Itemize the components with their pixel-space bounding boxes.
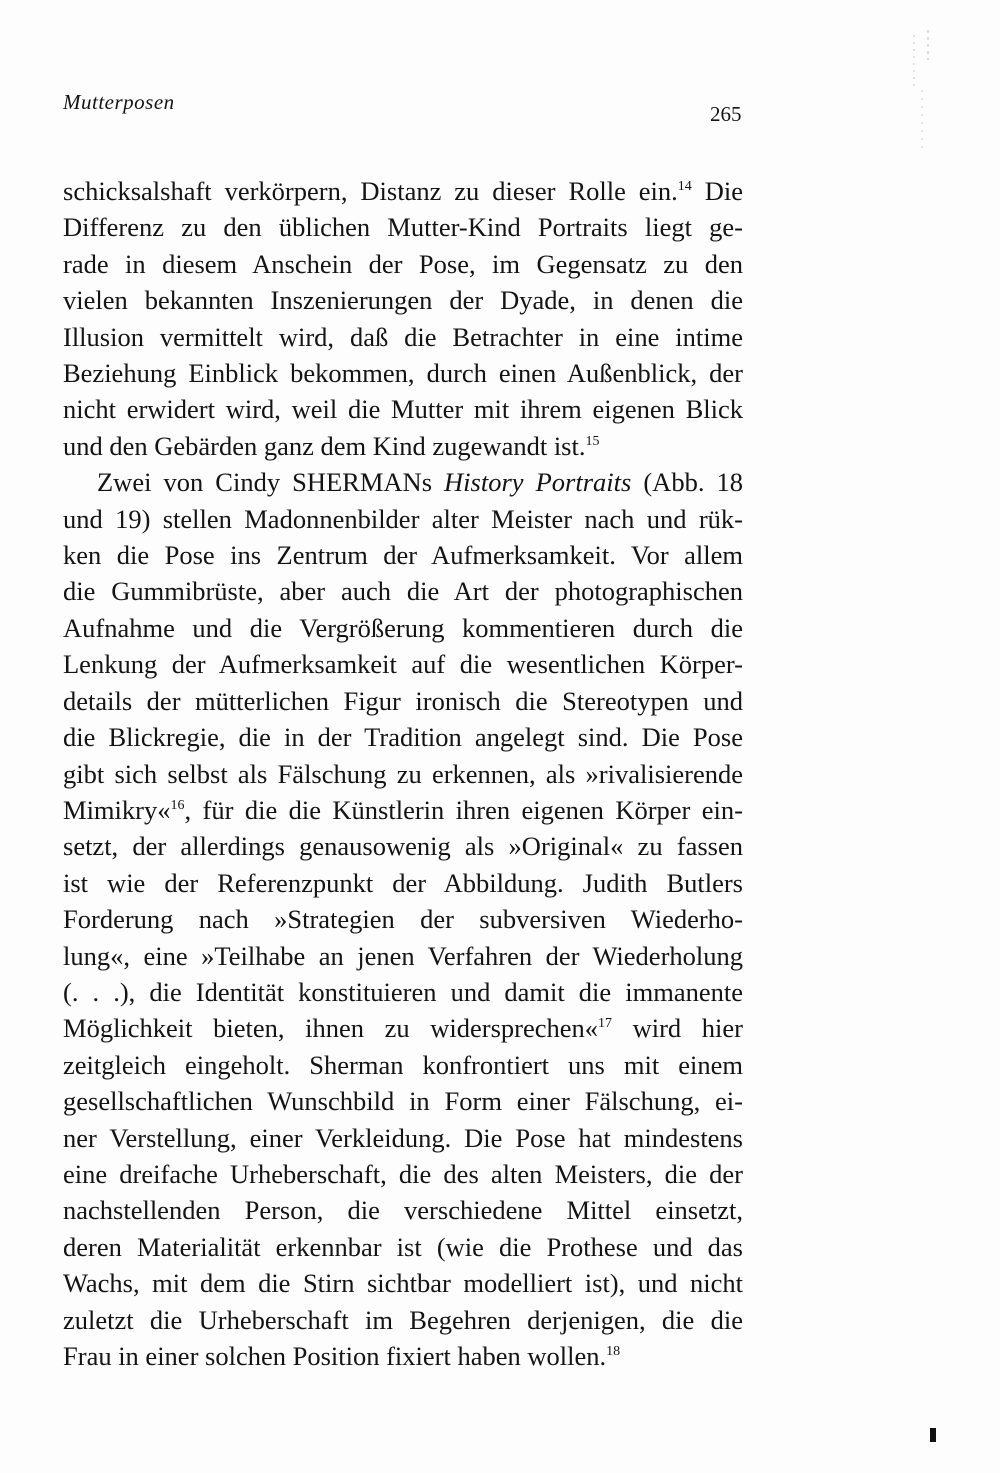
text-segment: Frau in einer solchen Position fixiert haben wollen. bbox=[63, 1341, 607, 1371]
text-segment: zeitgleich eingeholt. Sherman konfrontiert uns mit einem bbox=[63, 1049, 743, 1080]
text-line bbox=[63, 1010, 743, 1046]
text-segment: lung«, eine »Teilhabe an jenen Verfahren der Wiederholung bbox=[63, 940, 743, 971]
text-line bbox=[63, 282, 743, 318]
text-line bbox=[63, 1265, 743, 1301]
text-segment: (Abb. 18 bbox=[631, 467, 743, 498]
text-line bbox=[63, 938, 743, 974]
text-line bbox=[63, 901, 743, 937]
text-segment: zuletzt die Urheberschaft im Begehren derjenigen, die die bbox=[63, 1304, 743, 1335]
text-line bbox=[63, 610, 743, 646]
text-segment: schicksalshaft verkörpern, Distanz zu dieser Rolle ein. bbox=[63, 176, 678, 206]
text-line bbox=[63, 1338, 743, 1374]
text-line bbox=[63, 756, 743, 792]
text-segment: (. . .), die Identität konstituieren und damit die immanente bbox=[63, 976, 743, 1007]
text-segment: Wachs, mit dem die Stirn sichtbar modelliert ist), und nicht bbox=[63, 1268, 743, 1299]
text-line bbox=[63, 209, 743, 245]
text-segment: Beziehung Einblick bekommen, durch einen Außenblick, der bbox=[63, 358, 743, 389]
text-segment: Mimikry« bbox=[63, 794, 171, 825]
text-segment: eine dreifache Urheberschaft, die des alten Meisters, die der bbox=[63, 1158, 743, 1189]
text-segment: Zwei von Cindy SHERMANs bbox=[97, 467, 445, 498]
text-segment: details der mütterlichen Figur ironisch die Stereotypen und bbox=[63, 685, 743, 716]
text-line bbox=[63, 1229, 743, 1265]
text-segment: und 19) stellen Madonnenbilder alter Meister nach und rük- bbox=[63, 503, 743, 534]
footnote-marker[interactable]: 16 bbox=[170, 798, 185, 814]
italic-title: History Portraits bbox=[444, 467, 632, 498]
text-segment: Die bbox=[691, 176, 743, 206]
text-line bbox=[63, 1302, 743, 1338]
text-line bbox=[63, 319, 743, 355]
text-segment: vielen bekannten Inszenierungen der Dyade, in denen die bbox=[63, 285, 743, 316]
text-line bbox=[63, 1083, 743, 1119]
text-segment: gibt sich selbst als Fälschung zu erkennen, als »rivalisierende bbox=[63, 758, 743, 789]
text-line bbox=[63, 246, 743, 282]
text-segment: deren Materialität erkennbar ist (wie die Prothese und das bbox=[63, 1231, 743, 1262]
running-head: Mutterposen bbox=[63, 90, 175, 114]
text-segment: nicht erwidert wird, weil die Mutter mit ihrem eigenen Blick bbox=[63, 394, 743, 425]
text-segment: die Gummibrüste, aber auch die Art der photographischen bbox=[63, 576, 743, 607]
scan-edge-mark bbox=[930, 1428, 936, 1442]
text-segment: , für die die Künstlerin ihren eigenen Körper ein- bbox=[184, 794, 743, 825]
text-segment: ner Verstellung, einer Verkleidung. Die Pose hat mindestens bbox=[63, 1122, 743, 1153]
text-line bbox=[63, 865, 743, 901]
footnote-marker[interactable]: 17 bbox=[598, 1016, 612, 1032]
text-line bbox=[63, 1156, 743, 1192]
scan-edge-artifact bbox=[900, 30, 940, 160]
text-line bbox=[63, 501, 743, 537]
text-line bbox=[63, 719, 743, 755]
text-line bbox=[63, 355, 743, 391]
text-line bbox=[63, 173, 743, 209]
text-segment: ken die Pose ins Zentrum der Aufmerksamkeit. Vor allem bbox=[63, 540, 743, 571]
footnote-marker[interactable]: 15 bbox=[585, 434, 600, 450]
text-line bbox=[63, 646, 743, 682]
text-line bbox=[63, 1047, 743, 1083]
text-line bbox=[63, 792, 743, 828]
text-segment: Möglichkeit bieten, ihnen zu widersprechen« bbox=[63, 1013, 598, 1044]
text-line bbox=[63, 537, 743, 573]
text-segment: Lenkung der Aufmerksamkeit auf die wesentlichen Körper- bbox=[63, 649, 743, 680]
text-segment: gesellschaftlichen Wunschbild in Form einer Fälschung, ei- bbox=[63, 1086, 743, 1117]
text-line bbox=[63, 464, 743, 500]
text-segment: setzt, der allerdings genausowenig als »Original« zu fassen bbox=[63, 831, 743, 862]
text-segment: nachstellenden Person, die verschiedene Mittel einsetzt, bbox=[63, 1195, 743, 1226]
text-line bbox=[63, 828, 743, 864]
text-line bbox=[63, 1192, 743, 1228]
text-segment: und den Gebärden ganz dem Kind zugewandt ist. bbox=[63, 430, 586, 461]
text-segment: Aufnahme und die Vergrößerung kommentieren durch die bbox=[63, 612, 743, 643]
text-segment: Forderung nach »Strategien der subversiven Wiederho- bbox=[63, 904, 743, 935]
footnote-marker[interactable]: 14 bbox=[677, 179, 692, 195]
text-segment: Illusion vermittelt wird, daß die Betrachter in eine intime bbox=[63, 321, 743, 352]
page-number: 265 bbox=[710, 102, 742, 126]
text-line bbox=[63, 573, 743, 609]
text-line bbox=[63, 428, 743, 464]
text-line bbox=[63, 391, 743, 427]
footnote-marker[interactable]: 18 bbox=[606, 1344, 621, 1360]
text-segment: rade in diesem Anschein der Pose, im Gegensatz zu den bbox=[63, 248, 743, 279]
text-line bbox=[63, 974, 743, 1010]
text-segment: wird hier bbox=[612, 1013, 743, 1044]
text-line bbox=[63, 1120, 743, 1156]
text-line bbox=[63, 683, 743, 719]
text-segment: ist wie der Referenzpunkt der Abbildung. Judith Butlers bbox=[63, 867, 743, 898]
text-segment: Differenz zu den üblichen Mutter-Kind Portraits liegt ge- bbox=[63, 212, 743, 243]
text-segment: die Blickregie, die in der Tradition angelegt sind. Die Pose bbox=[63, 722, 743, 753]
body-text bbox=[63, 173, 743, 1374]
